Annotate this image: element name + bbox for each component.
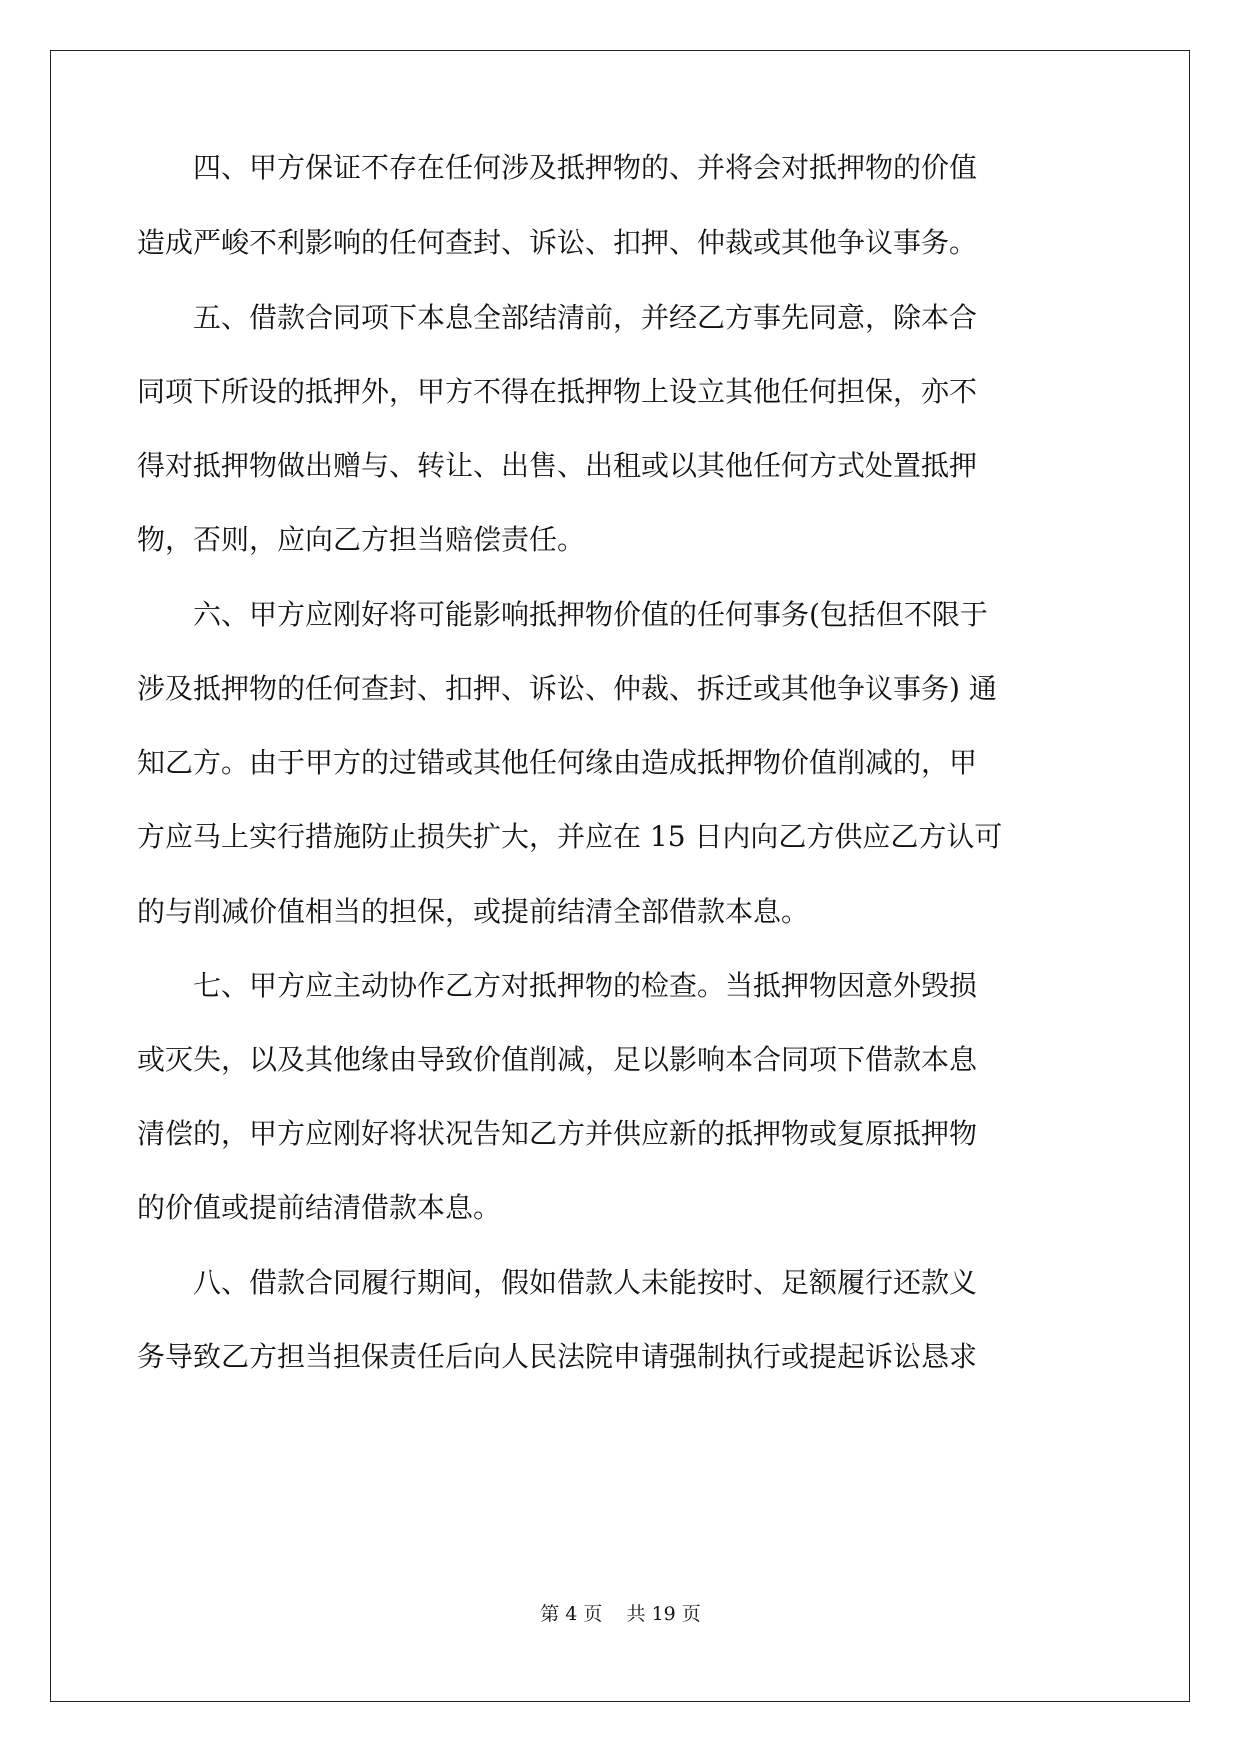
paragraph-first-line: 八、借款合同履行期间，假如借款人未能按时、足额履行还款义 [193,1266,978,1299]
page-footer: 第 4 页 共 19 页 [540,1603,701,1625]
paragraph-first-line: 七、甲方应主动协作乙方对抵押物的检查。当抵押物因意外毁损 [193,969,978,1002]
paragraph-line: 务导致乙方担当担保责任后向人民法院申请强制执行或提起诉讼恳求 [137,1340,978,1373]
paragraph-first-line: 六、甲方应刚好将可能影响抵押物价值的任何事务(包括但不限于 [193,598,988,631]
paragraph-line: 清偿的，甲方应刚好将状况告知乙方并供应新的抵押物或复原抵押物 [137,1117,978,1150]
paragraph-line: 得对抵押物做出赠与、转让、出售、出租或以其他任何方式处置抵押 [137,449,978,482]
paragraph-line: 同项下所设的抵押外，甲方不得在抵押物上设立其他任何担保，亦不 [137,375,978,408]
paragraph-line: 造成严峻不利影响的任何查封、诉讼、扣押、仲裁或其他争议事务。 [137,226,978,259]
paragraph-line: 的价值或提前结清借款本息。 [137,1191,502,1224]
paragraph-line: 涉及抵押物的任何查封、扣押、诉讼、仲裁、拆迁或其他争议事务) 通 [137,672,997,705]
paragraph-line: 方应马上实行措施防止损失扩大，并应在 15 日内向乙方供应乙方认可 [137,820,1003,853]
paragraph-first-line: 四、甲方保证不存在任何涉及抵押物的、并将会对抵押物的价值 [193,151,978,184]
paragraph-line: 知乙方。由于甲方的过错或其他任何缘由造成抵押物价值削减的，甲 [137,746,978,779]
paragraph-first-line: 五、借款合同项下本息全部结清前，并经乙方事先同意，除本合 [193,301,978,334]
paragraph-line: 物，否则，应向乙方担当赔偿责任。 [137,523,586,556]
paragraph-line: 或灭失，以及其他缘由导致价值削减，足以影响本合同项下借款本息 [137,1043,978,1076]
paragraph-line: 的与削减价值相当的担保，或提前结清全部借款本息。 [137,895,810,928]
